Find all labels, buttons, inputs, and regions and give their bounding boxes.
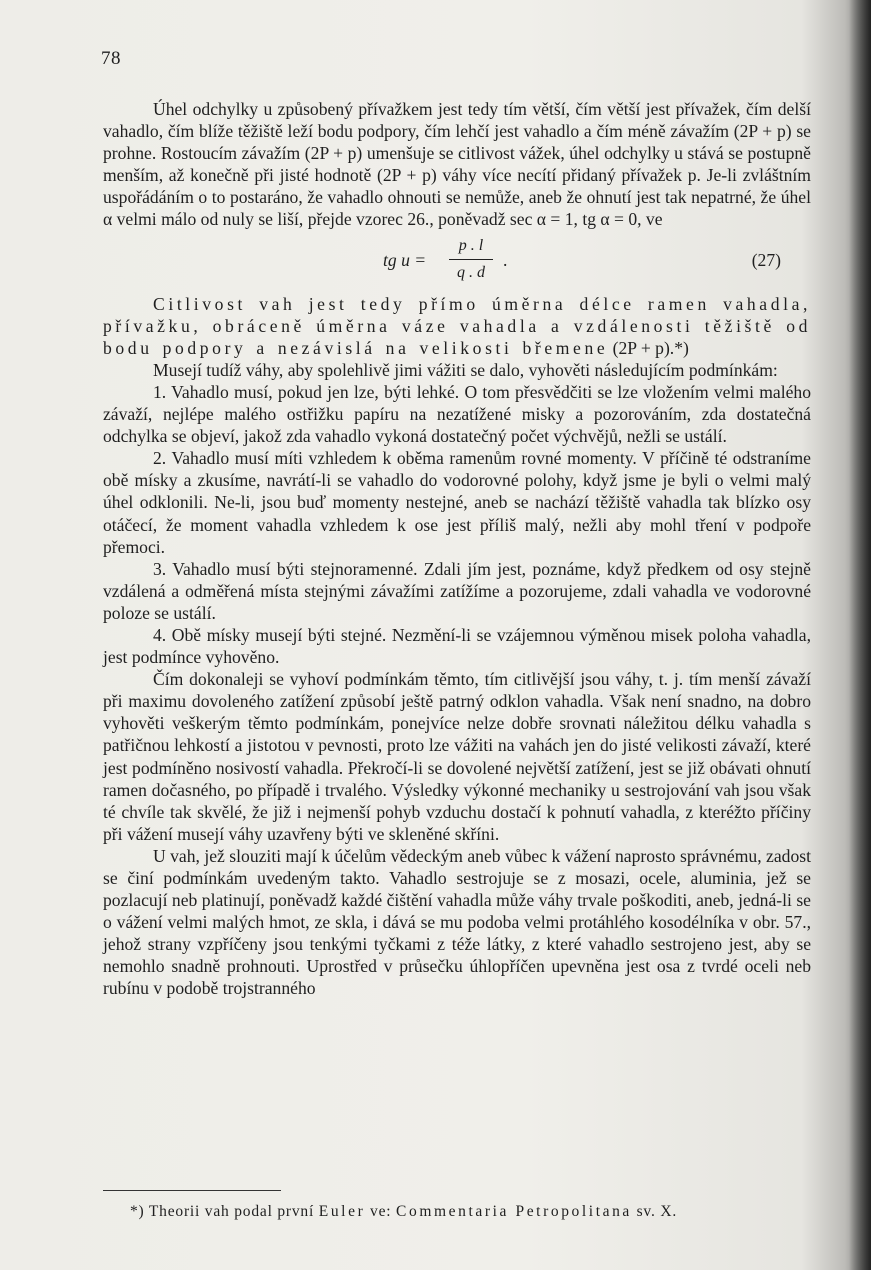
- paragraph-8: Čím dokonaleji se vyhoví podmínkám těmto, tím citlivější jsou váhy, t. j. tím menší závaží při maximu dovoleného zatížení způsobí ještě patrný odklon vahadla. Však není snadno, na dobro vyhověti veškerým těmto podmínkám, ponejvíce nelze dobře srovnati náležitou délku vahadla s patřičnou lehkostí a jistotou v pevnosti, proto lze vážiti na vahách jen do jisté velikosti závaží, které jest podmíněno nosivostí vahadla. Překročí-li se dovolené největší zatížení, jest se již obávati ohnutí ramen dočasného, po případě i trvalého. Výsledky výkonné mechaniky u sestrojování vah jsou však té chvíle tak skvělé, že již i nejmenší pohyb vzduchu dostačí k pohnutí vahadla, z kteréžto příčiny při vážení musejí váhy uzavřeny býti ve skleněné skříni.: [103, 669, 811, 844]
- emphasized-statement: Citlivost vah jest tedy přímo úměrna délce ramen vahadla, přívažku, obráceně úměrna váze vahadla a vzdálenosti těžiště od bodu podpory a nezávislá na velikosti břemene: [103, 293, 811, 358]
- body-text: [103, 98, 811, 1000]
- footnote-lead: *) Theorii vah podal první: [130, 1203, 319, 1220]
- footnote-mid: ve:: [365, 1203, 397, 1220]
- page-gutter-shadow: [849, 0, 871, 1270]
- footnote-author: Euler: [318, 1203, 366, 1220]
- fraction-bar: [449, 259, 493, 260]
- formula-lhs: tg u =: [383, 249, 427, 270]
- footnote-rule: [103, 1190, 281, 1191]
- paragraph-1: Úhel odchylky u způsobený přívažkem jest tedy tím větší, čím větší jest přívažek, čím delší vahadlo, čím blíže těžiště leží bodu podpory, čím lehčí jest vahadlo a čím méně závažím (2P + p) se prohne. Rostoucím závažím (2P + p) umenšuje se citlivost vážek, úhel odchylky u stává se postupně menším, až konečně při jisté hodnotě (2P + p) váhy více necítí přidaný přívažek p. Je-li zvláštním uspořádáním o to postaráno, že vahadlo ohnouti se nemůže, aneb že ohnutí jest tak nepatrné, že úhel α velmi málo od nuly se liší, přejde vzorec 26., poněvadž sec α = 1, tg α = 0, ve: [103, 99, 811, 230]
- paragraph-2-tail: (2P + p).*): [608, 337, 689, 358]
- paragraph-2: [103, 293, 811, 359]
- footnote: [130, 1203, 790, 1221]
- condition-4: 4. Obě mísky musejí býti stejné. Nezmění-li se vzájemnou výměnou misek poloha vahadla, jest podmínce vyhověno.: [103, 624, 811, 668]
- footnote-tail: sv. X.: [631, 1203, 677, 1220]
- formula-fraction: [449, 235, 493, 284]
- paragraph-9: U vah, jež slouziti mají k účelům vědeckým aneb vůbec k vážení naprosto správnému, zadost se činí podmínkám uvedeným takto. Vahadlo sestrojuje se z mosazi, ocele, aluminia, jež se pozlacují neb platinují, poněvadž každé čištění vahadla může váhy trvale poškoditi, aneb, jedná-li se o vážení velmi malých hmot, ze skla, i dává se mu podoba velmi protáhlého kosodélníka v obr. 57., jehož strany vzpříčeny jsou tenkými tyčkami z téže látky, z které vahadlo sestrojeno jest, aby se nemohlo snadně prohnouti. Uprostřed v průsečku úhlopříčen upevněna jest osa z tvrdé oceli neb rubínu v podobě trojstranného: [103, 845, 811, 999]
- condition-1: 1. Vahadlo musí, pokud jen lze, býti lehké. O tom přesvědčiti se lze vložením velmi malého závaží, nejlépe malého ostřižku papíru na nezatížené misky a pozorováním, zda dostatečná odchylka se objeví, jakož zda vahadlo vykoná dostatečný počet výchvějů, nežli se ustálí.: [103, 381, 811, 447]
- condition-2: 2. Vahadlo musí míti vzhledem k oběma ramenům rovné momenty. V příčině té odstraníme obě mísky a zkusíme, navrátí-li se vahadlo do vodorovné polohy, když jsme je byli o velmi malý úhel odklonili. Ne-li, jsou buď momenty nestejné, aneb se nachází těžiště vahadla tak blízko osy otáčecí, že moment vahadla vzhledem k ose jest příliš malý, nežli aby mohl tření v podpoře přemoci.: [103, 448, 811, 557]
- condition-3: 3. Vahadlo musí býti stejnoramenné. Zdali jím jest, poznáme, když předkem od osy stejně vzdálená a odměřená místa stejnými závažími zatížíme a pozorujeme, zdali vahadla ve vodorovné poloze se ustálí.: [103, 558, 811, 623]
- equation-number: (27): [751, 249, 781, 270]
- formula-period: .: [503, 249, 508, 270]
- formula-numerator: p . l: [458, 236, 484, 254]
- footnote-work: Commentaria Petropolitana: [396, 1203, 632, 1220]
- formula-denominator: q . d: [457, 263, 485, 281]
- formula-27: [103, 233, 811, 293]
- page-number: 78: [101, 48, 121, 69]
- paragraph-3: Musejí tudíž váhy, aby spolehlivě jimi vážiti se dalo, vyhověti následujícím podmínkám:: [153, 359, 778, 380]
